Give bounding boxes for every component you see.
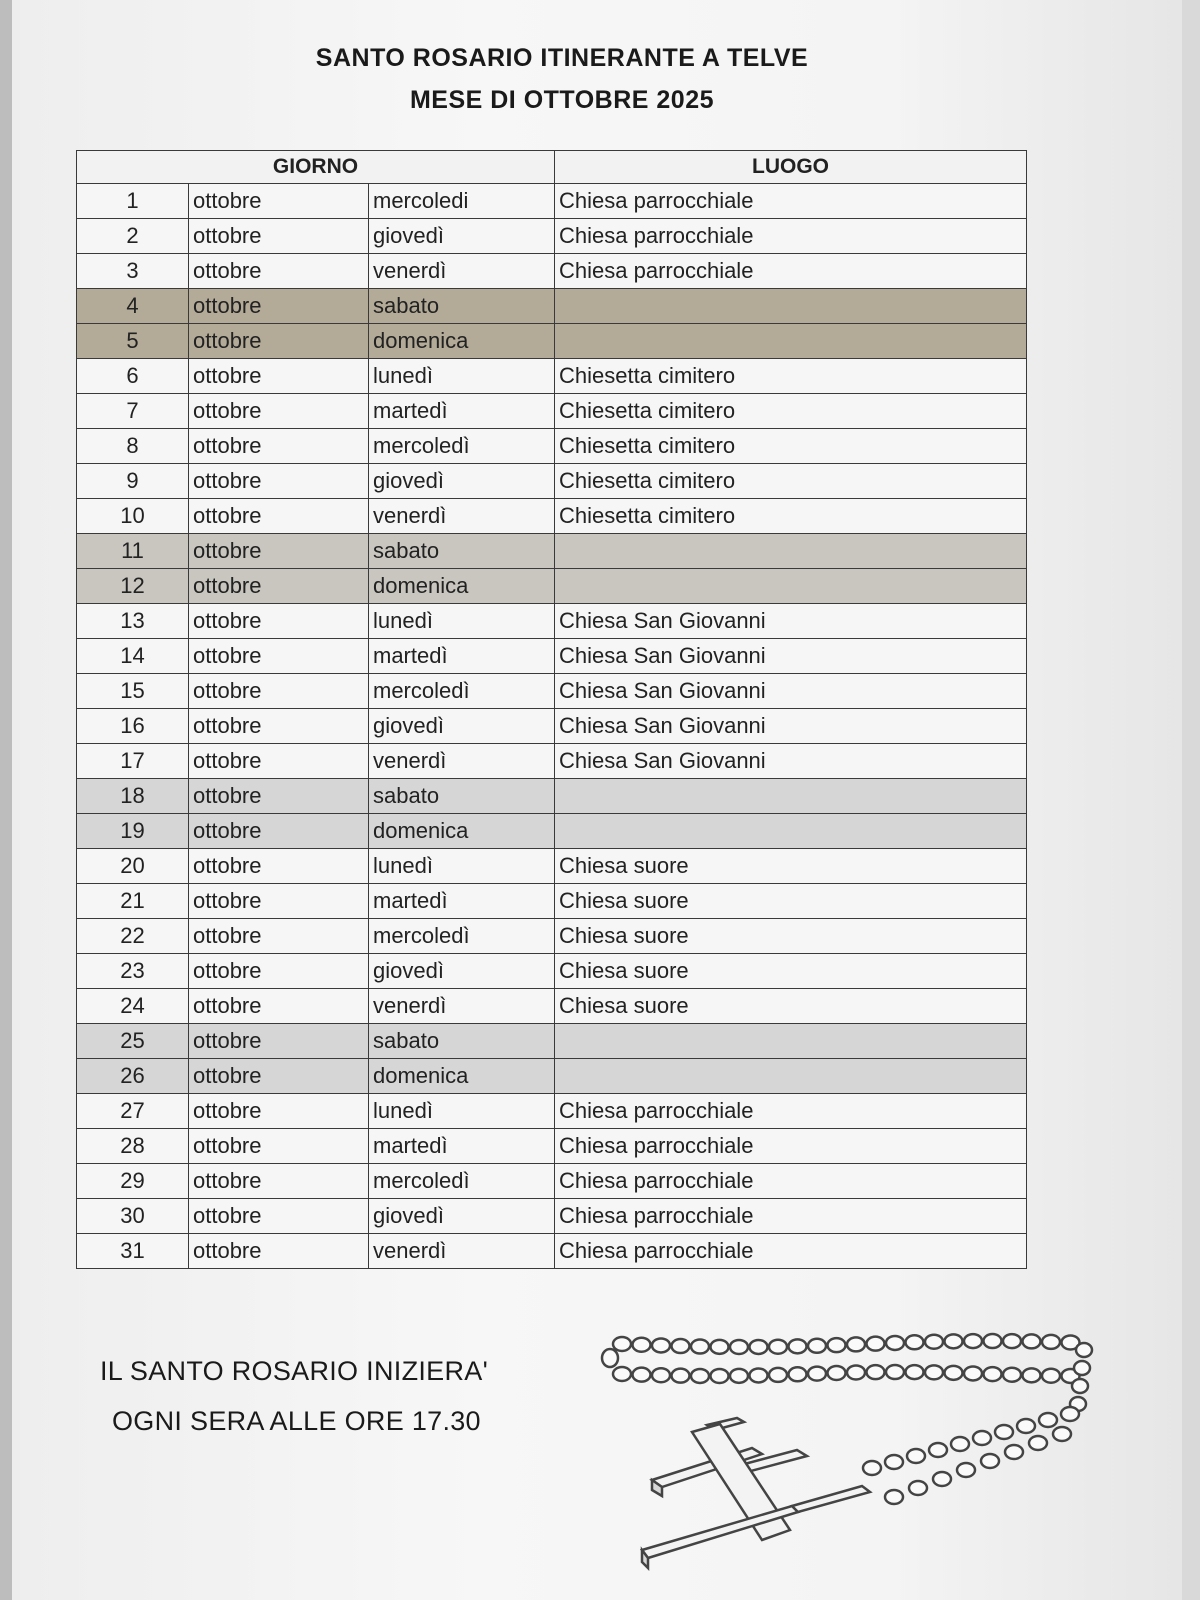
place-cell: Chiesa parrocchiale: [555, 1094, 1027, 1129]
day-number: 23: [77, 954, 189, 989]
place-cell: Chiesetta cimitero: [555, 359, 1027, 394]
weekday-cell: lunedì: [369, 1094, 555, 1129]
month-cell: ottobre: [189, 1059, 369, 1094]
place-cell: Chiesa San Giovanni: [555, 674, 1027, 709]
weekday-cell: mercoledi: [369, 184, 555, 219]
day-number: 28: [77, 1129, 189, 1164]
table-row: [77, 534, 1027, 569]
table-row: [77, 849, 1027, 884]
month-cell: ottobre: [189, 779, 369, 814]
weekday-cell: venerdì: [369, 744, 555, 779]
weekday-cell: venerdì: [369, 989, 555, 1024]
table-row: [77, 324, 1027, 359]
month-cell: ottobre: [189, 919, 369, 954]
place-cell: Chiesa San Giovanni: [555, 604, 1027, 639]
weekday-cell: domenica: [369, 324, 555, 359]
weekday-cell: martedì: [369, 884, 555, 919]
month-cell: ottobre: [189, 289, 369, 324]
place-cell: Chiesa suore: [555, 884, 1027, 919]
day-number: 20: [77, 849, 189, 884]
place-cell: [555, 779, 1027, 814]
day-number: 27: [77, 1094, 189, 1129]
month-cell: ottobre: [189, 569, 369, 604]
table-row: [77, 1059, 1027, 1094]
month-cell: ottobre: [189, 814, 369, 849]
weekday-cell: sabato: [369, 534, 555, 569]
place-cell: Chiesa suore: [555, 989, 1027, 1024]
table-row: [77, 884, 1027, 919]
day-number: 5: [77, 324, 189, 359]
month-cell: ottobre: [189, 1234, 369, 1269]
weekday-cell: martedì: [369, 639, 555, 674]
table-header-row: [77, 151, 1027, 184]
footer-line-1: IL SANTO ROSARIO INIZIERA': [100, 1356, 489, 1386]
month-cell: ottobre: [189, 219, 369, 254]
weekday-cell: sabato: [369, 289, 555, 324]
table-row: [77, 184, 1027, 219]
place-cell: Chiesa parrocchiale: [555, 1234, 1027, 1269]
month-cell: ottobre: [189, 534, 369, 569]
table-row: [77, 1164, 1027, 1199]
place-cell: Chiesa San Giovanni: [555, 709, 1027, 744]
table-row: [77, 394, 1027, 429]
day-number: 25: [77, 1024, 189, 1059]
weekday-cell: domenica: [369, 569, 555, 604]
table-row: [77, 254, 1027, 289]
day-number: 31: [77, 1234, 189, 1269]
place-cell: Chiesa parrocchiale: [555, 1199, 1027, 1234]
day-number: 9: [77, 464, 189, 499]
weekday-cell: sabato: [369, 1024, 555, 1059]
place-cell: [555, 569, 1027, 604]
table-row: [77, 1024, 1027, 1059]
table-row: [77, 429, 1027, 464]
month-cell: ottobre: [189, 184, 369, 219]
day-number: 7: [77, 394, 189, 429]
month-cell: ottobre: [189, 604, 369, 639]
place-cell: Chiesa suore: [555, 954, 1027, 989]
table-row: [77, 604, 1027, 639]
place-cell: Chiesa parrocchiale: [555, 1129, 1027, 1164]
day-number: 30: [77, 1199, 189, 1234]
place-cell: [555, 814, 1027, 849]
document-sheet: [12, 0, 1182, 1600]
place-cell: [555, 1059, 1027, 1094]
month-cell: ottobre: [189, 394, 369, 429]
place-cell: Chiesa parrocchiale: [555, 254, 1027, 289]
day-number: 21: [77, 884, 189, 919]
weekday-cell: mercoledì: [369, 429, 555, 464]
day-number: 8: [77, 429, 189, 464]
month-cell: ottobre: [189, 989, 369, 1024]
day-number: 15: [77, 674, 189, 709]
table-row: [77, 464, 1027, 499]
place-cell: [555, 1024, 1027, 1059]
weekday-cell: giovedì: [369, 219, 555, 254]
month-cell: ottobre: [189, 954, 369, 989]
weekday-cell: sabato: [369, 779, 555, 814]
table-row: [77, 1094, 1027, 1129]
day-number: 16: [77, 709, 189, 744]
schedule-table: [76, 150, 1027, 1269]
month-cell: ottobre: [189, 1024, 369, 1059]
month-cell: ottobre: [189, 744, 369, 779]
day-number: 11: [77, 534, 189, 569]
month-cell: ottobre: [189, 674, 369, 709]
table-row: [77, 954, 1027, 989]
day-number: 29: [77, 1164, 189, 1199]
month-cell: ottobre: [189, 324, 369, 359]
table-row: [77, 289, 1027, 324]
weekday-cell: martedì: [369, 394, 555, 429]
day-number: 1: [77, 184, 189, 219]
month-cell: ottobre: [189, 1129, 369, 1164]
cross-icon: [642, 1418, 870, 1568]
footer-line-2: OGNI SERA ALLE ORE 17.30: [112, 1406, 481, 1436]
month-cell: ottobre: [189, 1199, 369, 1234]
day-number: 22: [77, 919, 189, 954]
month-cell: ottobre: [189, 499, 369, 534]
day-number: 13: [77, 604, 189, 639]
place-cell: Chiesa San Giovanni: [555, 639, 1027, 674]
month-cell: ottobre: [189, 709, 369, 744]
day-number: 12: [77, 569, 189, 604]
table-row: [77, 639, 1027, 674]
day-number: 6: [77, 359, 189, 394]
month-cell: ottobre: [189, 639, 369, 674]
place-cell: Chiesa parrocchiale: [555, 1164, 1027, 1199]
day-number: 19: [77, 814, 189, 849]
month-cell: ottobre: [189, 1164, 369, 1199]
table-row: [77, 779, 1027, 814]
place-cell: Chiesetta cimitero: [555, 464, 1027, 499]
month-cell: ottobre: [189, 1094, 369, 1129]
day-number: 24: [77, 989, 189, 1024]
table-row: [77, 744, 1027, 779]
place-cell: Chiesa San Giovanni: [555, 744, 1027, 779]
table-row: [77, 814, 1027, 849]
weekday-cell: giovedì: [369, 954, 555, 989]
month-cell: ottobre: [189, 884, 369, 919]
day-number: 3: [77, 254, 189, 289]
day-number: 18: [77, 779, 189, 814]
month-cell: ottobre: [189, 359, 369, 394]
month-cell: ottobre: [189, 429, 369, 464]
table-row: [77, 709, 1027, 744]
day-number: 10: [77, 499, 189, 534]
table-row: [77, 569, 1027, 604]
weekday-cell: domenica: [369, 1059, 555, 1094]
weekday-cell: martedì: [369, 1129, 555, 1164]
table-row: [77, 499, 1027, 534]
weekday-cell: lunedì: [369, 604, 555, 639]
document-subtitle: MESE DI OTTOBRE 2025: [409, 86, 715, 114]
place-cell: Chiesetta cimitero: [555, 394, 1027, 429]
header-giorno: GIORNO: [77, 151, 555, 184]
day-number: 2: [77, 219, 189, 254]
day-number: 4: [77, 289, 189, 324]
table-row: [77, 359, 1027, 394]
table-row: [77, 1234, 1027, 1269]
place-cell: Chiesetta cimitero: [555, 429, 1027, 464]
weekday-cell: domenica: [369, 814, 555, 849]
weekday-cell: venerdì: [369, 499, 555, 534]
day-number: 26: [77, 1059, 189, 1094]
place-cell: Chiesetta cimitero: [555, 499, 1027, 534]
weekday-cell: mercoledì: [369, 1164, 555, 1199]
place-cell: Chiesa suore: [555, 919, 1027, 954]
table-row: [77, 919, 1027, 954]
place-cell: Chiesa parrocchiale: [555, 184, 1027, 219]
rosary-icon: [592, 1330, 1112, 1590]
place-cell: Chiesa parrocchiale: [555, 219, 1027, 254]
table-row: [77, 989, 1027, 1024]
place-cell: [555, 289, 1027, 324]
weekday-cell: giovedì: [369, 464, 555, 499]
weekday-cell: giovedì: [369, 709, 555, 744]
schedule-rows: [77, 184, 1027, 1269]
weekday-cell: lunedì: [369, 849, 555, 884]
month-cell: ottobre: [189, 849, 369, 884]
weekday-cell: venerdì: [369, 254, 555, 289]
weekday-cell: venerdì: [369, 1234, 555, 1269]
month-cell: ottobre: [189, 464, 369, 499]
table-row: [77, 674, 1027, 709]
weekday-cell: giovedì: [369, 1199, 555, 1234]
place-cell: [555, 534, 1027, 569]
table-row: [77, 219, 1027, 254]
place-cell: [555, 324, 1027, 359]
place-cell: Chiesa suore: [555, 849, 1027, 884]
day-number: 14: [77, 639, 189, 674]
page-edge: [0, 0, 12, 1600]
weekday-cell: mercoledì: [369, 919, 555, 954]
table-row: [77, 1199, 1027, 1234]
header-luogo: LUOGO: [555, 151, 1027, 184]
table-row: [77, 1129, 1027, 1164]
document-title: SANTO ROSARIO ITINERANTE A TELVE: [315, 44, 809, 72]
month-cell: ottobre: [189, 254, 369, 289]
weekday-cell: mercoledì: [369, 674, 555, 709]
weekday-cell: lunedì: [369, 359, 555, 394]
day-number: 17: [77, 744, 189, 779]
